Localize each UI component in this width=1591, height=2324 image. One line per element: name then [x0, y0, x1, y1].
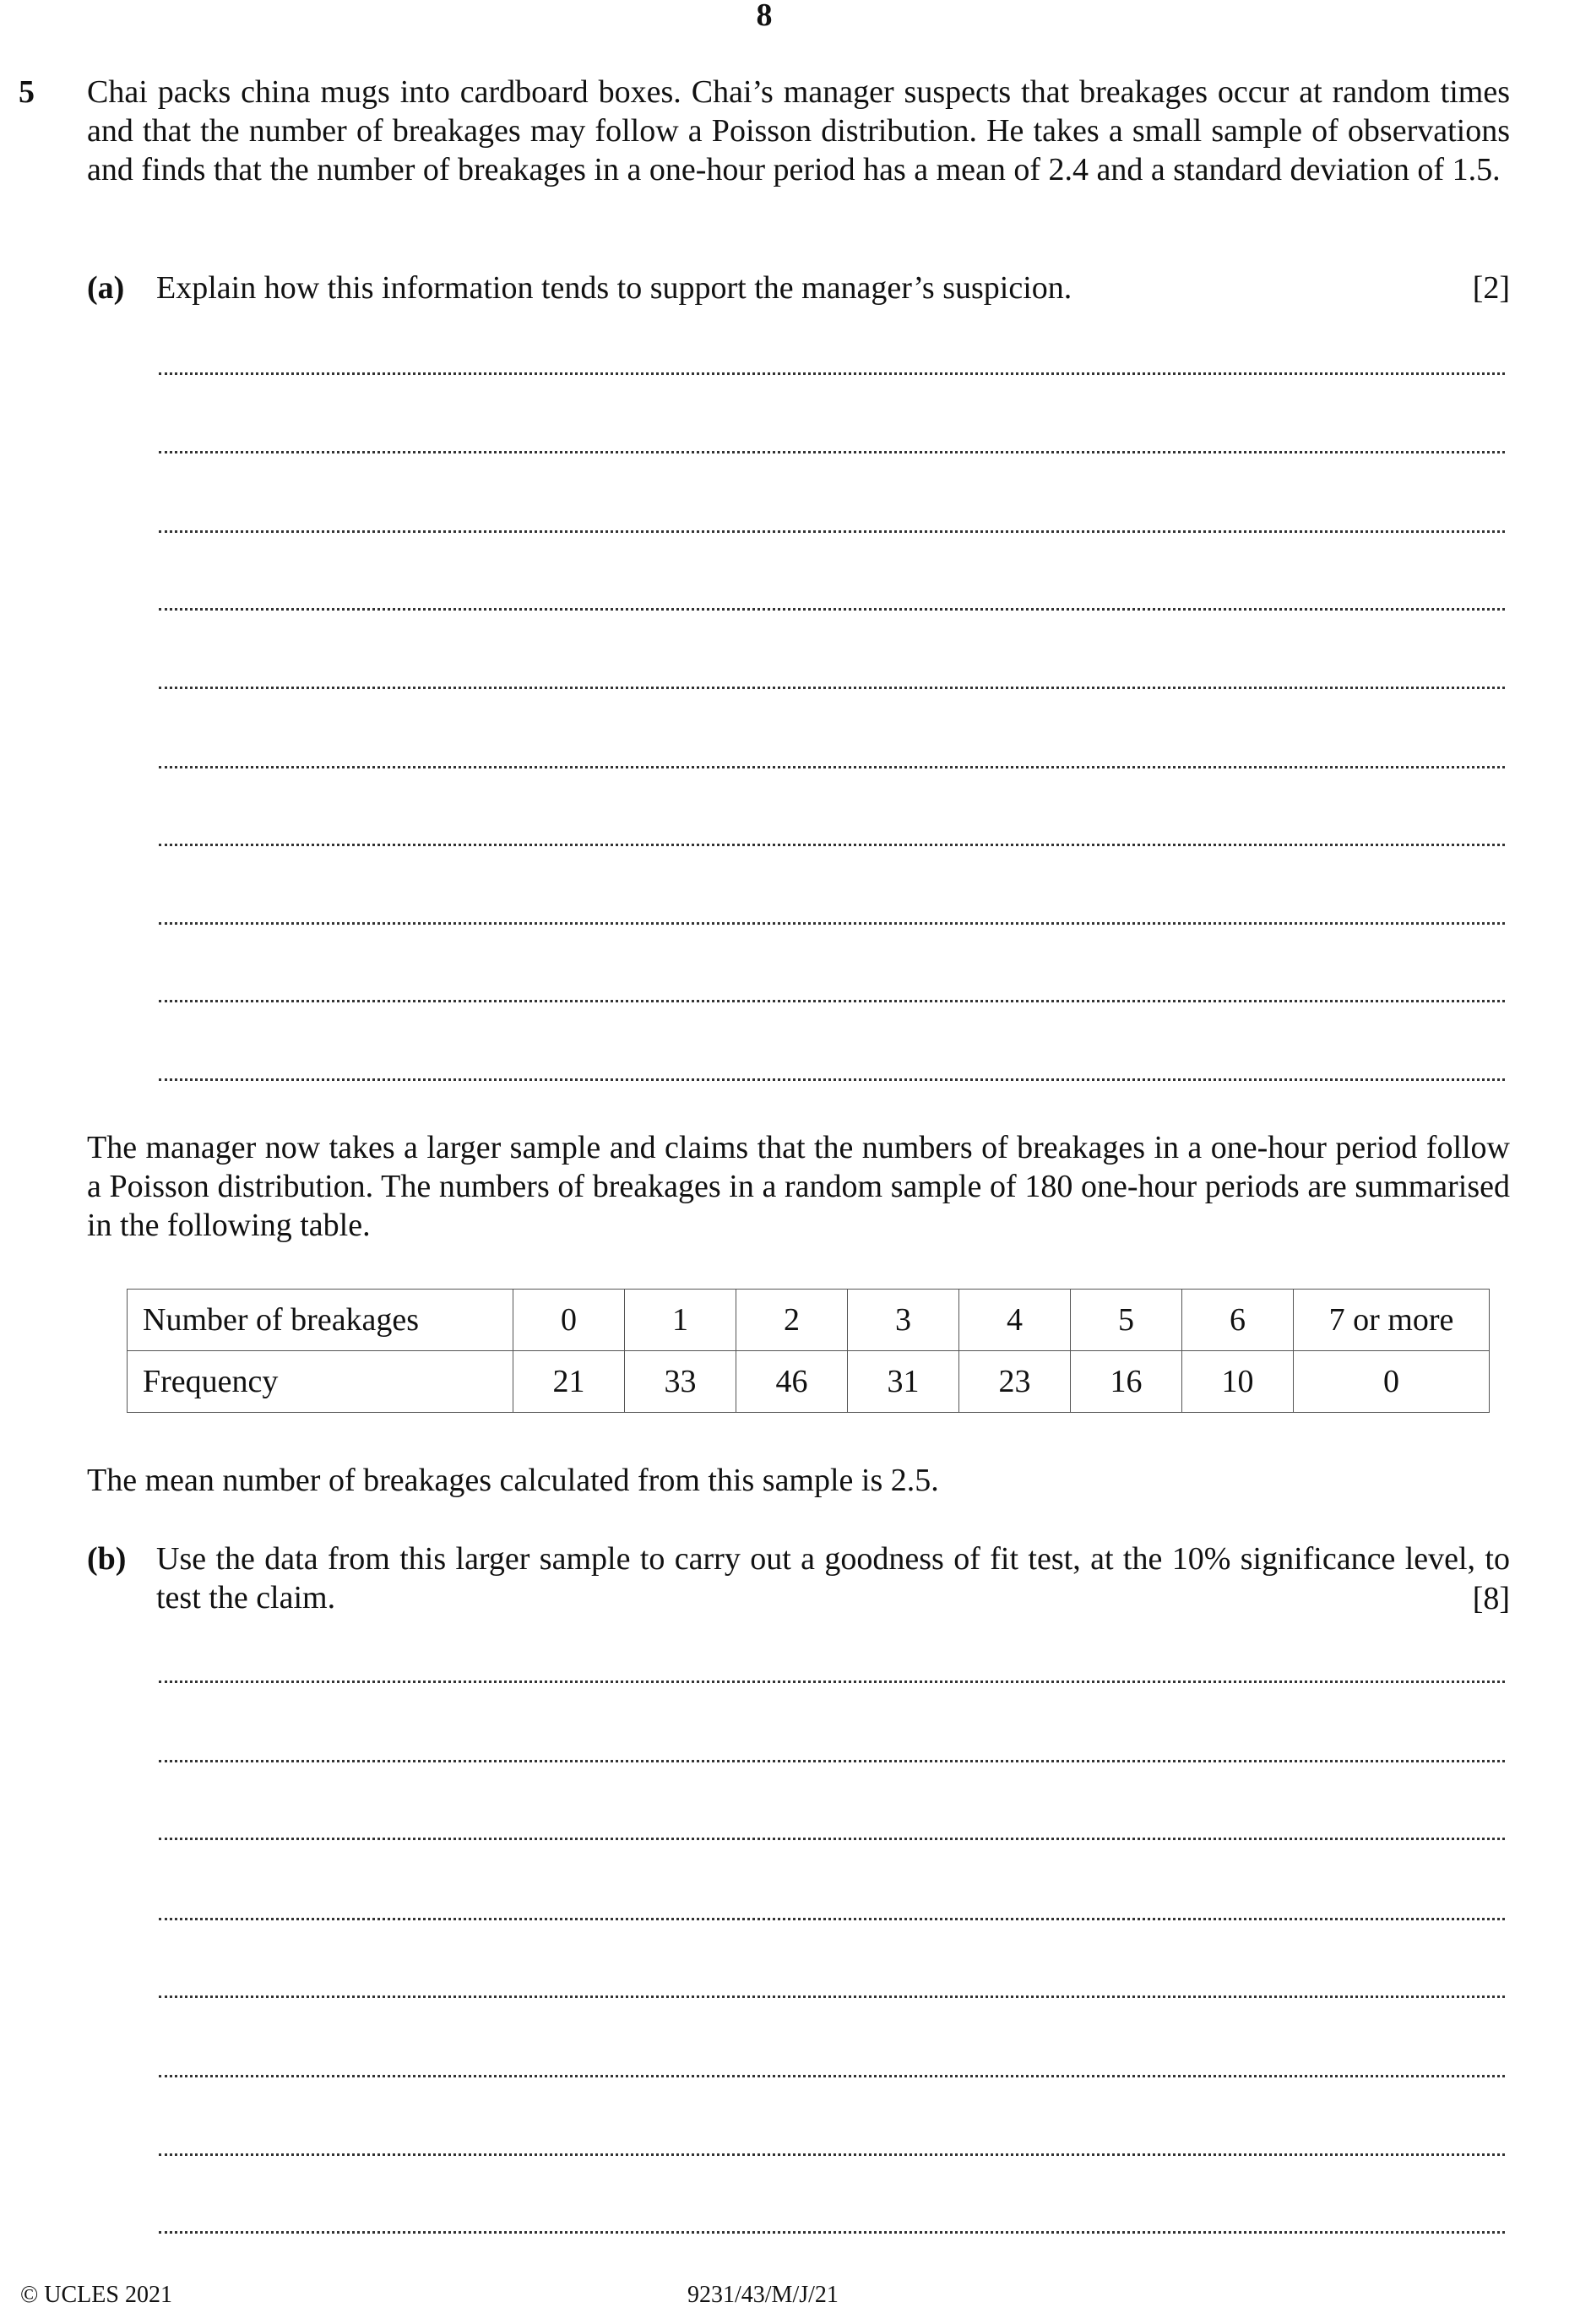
- table-cell: 31: [848, 1351, 959, 1413]
- answer-line[interactable]: [159, 1078, 1505, 1081]
- part-a-text: Explain how this information tends to support the manager’s suspicion.: [156, 270, 1072, 306]
- answer-line[interactable]: [159, 2153, 1505, 2156]
- frequency-table: [127, 1289, 1490, 1413]
- answer-line[interactable]: [159, 1000, 1505, 1002]
- table-cell: 16: [1071, 1351, 1182, 1413]
- question-number: 5: [19, 74, 35, 110]
- row-header: Frequency: [128, 1351, 513, 1413]
- answer-line[interactable]: [159, 608, 1505, 611]
- table-row: [128, 1351, 1490, 1413]
- page-number: 8: [756, 0, 773, 33]
- answer-line[interactable]: [159, 530, 1505, 533]
- answer-line[interactable]: [159, 2075, 1505, 2077]
- answer-line[interactable]: [159, 687, 1505, 689]
- answer-line[interactable]: [159, 1838, 1505, 1840]
- part-b-text: Use the data from this larger sample to carry out a goodness of fit test, at the 10% significance level, to test the claim.: [156, 1541, 1510, 1615]
- table-cell: 46: [736, 1351, 848, 1413]
- question-intro: Chai packs china mugs into cardboard boxes. Chai’s manager suspects that breakages occur at random times and that the number of breakages may follow a Poisson distribution. He takes a small sample of observations and finds that the number of breakages in a one-hour period has a mean of 2.4 and a standard deviation of 1.5.: [87, 74, 1510, 187]
- table-cell: 6: [1182, 1290, 1294, 1351]
- table-cell: 2: [736, 1290, 848, 1351]
- answer-line[interactable]: [159, 844, 1505, 846]
- table-cell: 0: [513, 1290, 625, 1351]
- table-cell: 0: [1294, 1351, 1490, 1413]
- answer-line[interactable]: [159, 2231, 1505, 2234]
- footer-copyright: © UCLES 2021: [20, 2282, 172, 2308]
- answer-line[interactable]: [159, 766, 1505, 768]
- answer-line[interactable]: [159, 451, 1505, 453]
- footer-paper-code: 9231/43/M/J/21: [687, 2282, 839, 2308]
- table-cell: 23: [959, 1351, 1071, 1413]
- table-cell: 21: [513, 1351, 625, 1413]
- mean-statement: The mean number of breakages calculated from this sample is 2.5.: [87, 1463, 939, 1498]
- row-header: Number of breakages: [128, 1290, 513, 1351]
- part-a-marks: [2]: [1472, 270, 1510, 306]
- part-b-marks: [8]: [1472, 1581, 1510, 1616]
- table-cell: 5: [1071, 1290, 1182, 1351]
- answer-line[interactable]: [159, 922, 1505, 925]
- table-cell: 4: [959, 1290, 1071, 1351]
- table-cell: 33: [625, 1351, 736, 1413]
- answer-line[interactable]: [159, 1995, 1505, 1998]
- table-cell: 1: [625, 1290, 736, 1351]
- table-cell: 3: [848, 1290, 959, 1351]
- table-row: [128, 1290, 1490, 1351]
- part-b-label: (b): [87, 1541, 127, 1577]
- part-a-label: (a): [87, 270, 125, 306]
- table-cell: 7 or more: [1294, 1290, 1490, 1351]
- answer-line[interactable]: [159, 1918, 1505, 1920]
- answer-line[interactable]: [159, 1760, 1505, 1762]
- table-cell: 10: [1182, 1351, 1294, 1413]
- answer-line[interactable]: [159, 372, 1505, 375]
- answer-line[interactable]: [159, 1681, 1505, 1683]
- middle-paragraph: The manager now takes a larger sample and claims that the numbers of breakages in a one-hour period follow a Poisson distribution. The numbers of breakages in a random sample of 180 one-hour periods are summarised in the following table.: [87, 1130, 1510, 1243]
